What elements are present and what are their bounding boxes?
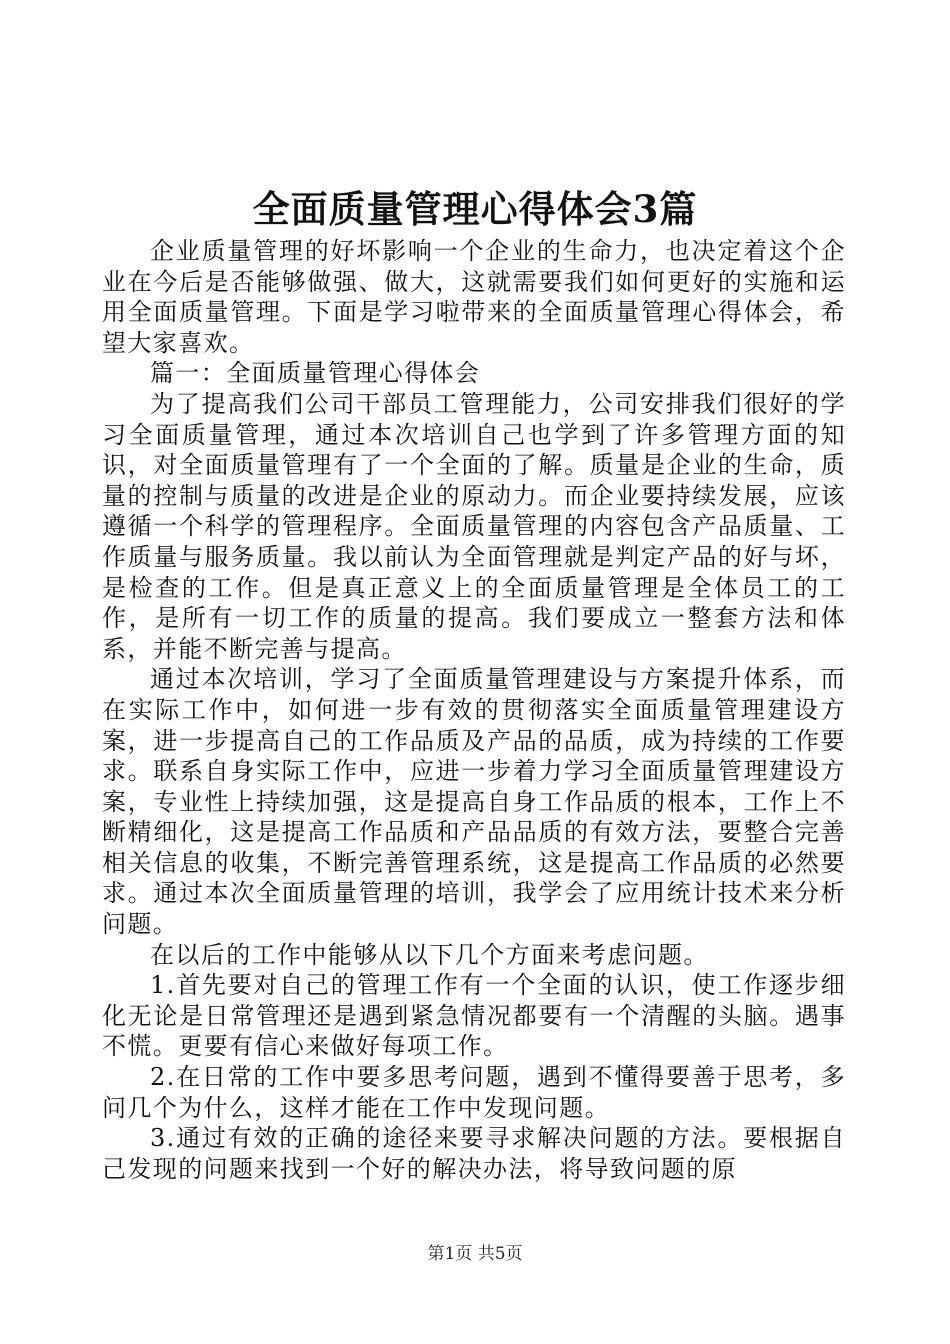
section-heading: 篇一：全面质量管理心得体会 bbox=[150, 359, 481, 388]
list-item: 3.通过有效的正确的途径来要寻求解决问题的方法。要根据自己发现的问题来找到一个好的解决办法，将导致问题的原 bbox=[102, 1124, 846, 1183]
document-body bbox=[102, 236, 846, 1184]
paragraph: 通过本次培训，学习了全面质量管理建设与方案提升体系，而在实际工作中，如何进一步有效的贯彻落实全面质量管理建设方案，进一步提高自己的工作品质及产品的品质，成为持续的工作要求。联系自身实际工作中，应进一步着力学习全面质量管理建设方案，专业性上持续加强，这是提高自身工作品质的根本，工作上不断精细化，这是提高工作品质和产品品质的有效方法，要整合完善相关信息的收集，不断完善管理系统，这是提高工作品质的必然要求。通过本次全面质量管理的培训，我学会了应用统计技术来分析问题。 bbox=[102, 665, 846, 939]
document-title: 全面质量管理心得体会3篇 bbox=[252, 187, 698, 231]
list-item: 1.首先要对自己的管理工作有一个全面的认识，使工作逐步细化无论是日常管理还是遇到紧急情况都要有一个清醒的头脑。遇事不慌。更要有信心来做好每项工作。 bbox=[102, 971, 846, 1061]
page-footer: 第1页 共5页 bbox=[427, 1244, 523, 1264]
list-item: 2.在日常的工作中要多思考问题，遇到不懂得要善于思考，多问几个为什么，这样才能在工作中发现问题。 bbox=[102, 1063, 846, 1122]
paragraph-intro: 企业质量管理的好坏影响一个企业的生命力，也决定着这个企业在今后是否能够做强、做大，这就需要我们如何更好的实施和运用全面质量管理。下面是学习啦带来的全面质量管理心得体会，希望大家喜欢。 bbox=[102, 237, 846, 357]
paragraph: 为了提高我们公司干部员工管理能力，公司安排我们很好的学习全面质量管理，通过本次培训自己也学到了许多管理方面的知识，对全面质量管理有了一个全面的了解。质量是企业的生命，质量的控制与质量的改进是企业的原动力。而企业要持续发展，应该遵循一个科学的管理程序。全面质量管理的内容包含产品质量、工作质量与服务质量。我以前认为全面管理就是判定产品的好与坏，是检查的工作。但是真正意义上的全面质量管理是全体员工的工作，是所有一切工作的质量的提高。我们要成立一整套方法和体系，并能不断完善与提高。 bbox=[102, 389, 846, 663]
paragraph: 在以后的工作中能够从以下几个方面来考虑问题。 bbox=[150, 940, 709, 969]
